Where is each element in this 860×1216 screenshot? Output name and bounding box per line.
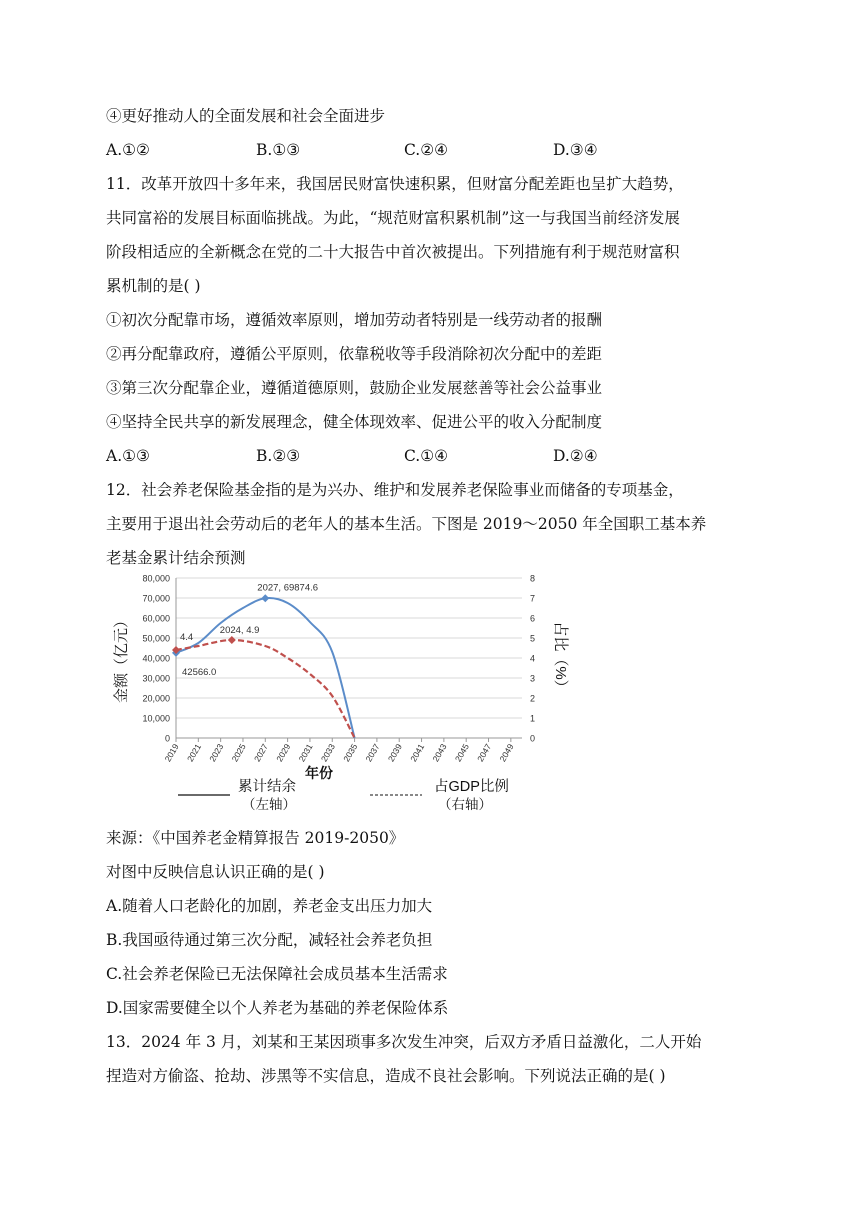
annotation-2019-balance: 42566.0: [182, 666, 217, 678]
chart-source: 来源：《中国养老金精算报告 2019-2050》: [106, 829, 405, 847]
y-right-tick-label: 1: [530, 713, 536, 724]
y-left-tick-label: 40,000: [142, 653, 170, 664]
x-tick-label: 2025: [229, 742, 248, 764]
x-tick-label: 2031: [296, 742, 315, 764]
x-tick-label: 2045: [452, 742, 471, 764]
q12-stem-line-2: 主要用于退出社会劳动后的老年人的基本生活。下图是 2019～2050 年全国职工基本养: [106, 515, 707, 533]
q10-option-b: B.①③: [256, 141, 301, 159]
x-tick-label: 2021: [184, 742, 204, 764]
q11-option-c: C.①④: [404, 447, 449, 465]
q11-stem-line-2: 共同富裕的发展目标面临挑战。为此，“规范财富积累机制”这一与我国当前经济发展: [106, 209, 680, 227]
legend-sub-balance: （左轴）: [242, 797, 296, 812]
q11-statement-1: ①初次分配靠市场，遵循效率原则，增加劳动者特别是一线劳动者的报酬: [106, 311, 603, 329]
annotation-2024-ratio: 2024, 4.9: [219, 625, 260, 636]
q10-option-d: D.③④: [553, 141, 598, 159]
q12-stem-line-3: 老基金累计结余预测: [106, 549, 246, 567]
y-right-axis-title: 占比（%）: [552, 621, 569, 695]
legend-sub-gdp: （右轴）: [438, 797, 492, 812]
q12-option-b: B.我国亟待通过第三次分配，减轻社会养老负担: [106, 931, 433, 949]
y-left-tick-label: 20,000: [142, 693, 170, 704]
y-left-axis-title: 金额（亿元）: [113, 612, 130, 704]
q11-statement-4: ④坚持全民共享的新发展理念，健全体现效率、促进公平的收入分配制度: [106, 413, 603, 431]
data-point-2024-ratio: [228, 636, 236, 644]
x-tick-label: 2041: [408, 742, 427, 764]
legend-label-balance: 累计结余: [238, 779, 296, 795]
y-left-tick-label: 80,000: [142, 573, 170, 584]
x-tick-label: 2043: [430, 742, 449, 764]
y-right-tick-label: 6: [530, 613, 536, 624]
y-right-tick-label: 2: [530, 693, 536, 704]
q12-option-a: A.随着人口老龄化的加剧，养老金支出压力加大: [106, 897, 433, 915]
y-right-tick-label: 0: [530, 733, 536, 744]
y-left-tick-label: 30,000: [142, 673, 170, 684]
annotation-2019-ratio: 4.4: [180, 632, 194, 643]
x-tick-label: 2029: [274, 742, 293, 764]
q13-stem-line-1: 13．2024 年 3 月，刘某和王某因琐事多次发生冲突，后双方矛盾日益激化，二人开始: [106, 1033, 702, 1051]
y-right-tick-label: 3: [530, 673, 536, 684]
data-point-2027-balance: [261, 594, 269, 602]
y-left-tick-label: 10,000: [142, 713, 170, 724]
annotation-2027-peak: 2027, 69874.6: [257, 582, 319, 594]
legend-label-gdp: 占GDP比例: [434, 779, 509, 795]
q11-stem-line-1: 11．改革开放四十多年来，我国居民财富快速积累，但财富分配差距也呈扩大趋势，: [106, 175, 684, 193]
y-left-tick-label: 70,000: [142, 593, 170, 604]
x-tick-label: 2047: [475, 742, 494, 764]
x-tick-label: 2033: [318, 742, 337, 764]
x-axis-title: 年份: [305, 765, 333, 781]
x-tick-label: 2049: [497, 742, 516, 764]
x-tick-label: 2037: [363, 742, 382, 764]
q12-option-d: D.国家需要健全以个人养老为基础的养老保险体系: [106, 999, 449, 1017]
q11-stem-line-4: 累机制的是( ): [106, 277, 201, 295]
q11-stem-line-3: 阶段相适应的全新概念在党的二十大报告中首次被提出。下列措施有利于规范财富积: [106, 243, 680, 261]
q11-option-a: A.①③: [106, 447, 150, 465]
x-tick-label: 2019: [162, 742, 181, 764]
q11-statement-3: ③第三次分配靠企业，遵循道德原则，鼓励企业发展慈善等社会公益事业: [106, 379, 603, 397]
x-tick-label: 2023: [207, 742, 226, 764]
q12-option-c: C.社会养老保险已无法保障社会成员基本生活需求: [106, 965, 448, 983]
pension-fund-chart: [104, 566, 584, 826]
q12-question: 对图中反映信息认识正确的是( ): [106, 863, 325, 881]
q11-option-b: B.②③: [256, 447, 301, 465]
x-tick-label: 2027: [251, 742, 271, 764]
y-right-tick-label: 4: [530, 653, 536, 664]
y-left-tick-label: 50,000: [142, 633, 170, 644]
q10-statement-4: ④更好推动人的全面发展和社会全面进步: [106, 107, 386, 125]
q12-stem-line-1: 12．社会养老保险基金指的是为兴办、维护和发展养老保险事业而储备的专项基金，: [106, 481, 684, 499]
y-left-tick-label: 60,000: [142, 613, 170, 624]
x-tick-label: 2039: [385, 742, 404, 764]
y-right-tick-label: 5: [530, 633, 536, 644]
q11-option-d: D.②④: [553, 447, 598, 465]
y-right-tick-label: 8: [530, 573, 536, 584]
q10-option-a: A.①②: [106, 141, 150, 159]
x-tick-label: 2035: [341, 742, 360, 764]
q13-stem-line-2: 捏造对方偷盗、抢劫、涉黑等不实信息，造成不良社会影响。下列说法正确的是( ): [106, 1067, 666, 1085]
series-line-gdp-ratio: [176, 640, 355, 738]
chart-svg: [104, 566, 584, 826]
y-left-tick-label: 0: [164, 733, 170, 744]
y-right-tick-label: 7: [530, 593, 536, 604]
q11-statement-2: ②再分配靠政府，遵循公平原则，依靠税收等手段消除初次分配中的差距: [106, 345, 603, 363]
q10-option-c: C.②④: [404, 141, 449, 159]
